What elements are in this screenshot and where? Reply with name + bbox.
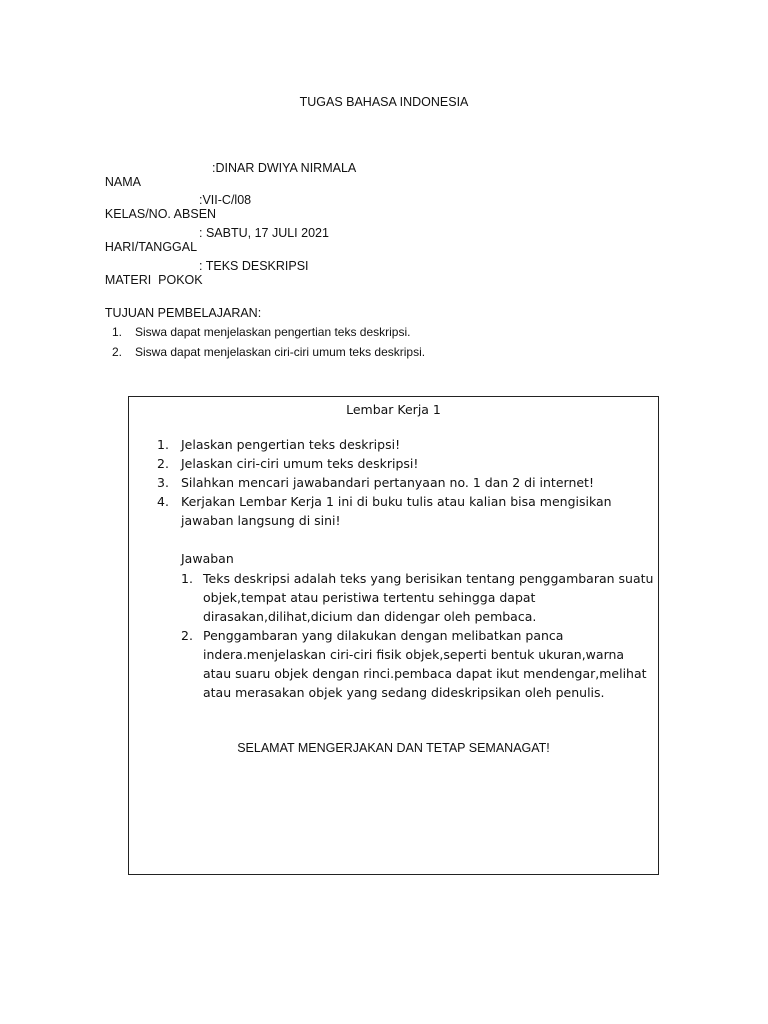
worksheet-title: Lembar Kerja 1 (346, 402, 441, 417)
field-label: KELAS/NO. ABSEN (104, 207, 217, 221)
field-value: :DINAR DWIYA NIRMALA (212, 161, 357, 175)
list-item (157, 492, 652, 530)
field-label: TUJUAN PEMBELAJARAN: (104, 306, 262, 320)
list-text: Jelaskan pengertian teks deskripsi! (181, 437, 401, 452)
list-number: 1. (157, 437, 169, 452)
list-item (181, 626, 656, 702)
list-text: Siswa dapat menjelaskan pengertian teks deskripsi. (135, 325, 411, 339)
list-number: 3. (157, 475, 169, 490)
list-text: Jelaskan ciri-ciri umum teks deskripsi! (181, 456, 419, 471)
list-item (157, 454, 652, 473)
closing-message: SELAMAT MENGERJAKAN DAN TETAP SEMANAGAT! (237, 741, 550, 755)
field-value: : SABTU, 17 JULI 2021 (199, 226, 329, 240)
list-item (181, 569, 656, 626)
field-label: MATERI POKOK (104, 273, 203, 287)
list-number: 2. (181, 628, 193, 643)
list-number: 1. (112, 325, 123, 339)
answers-section (181, 549, 656, 702)
list-text: Silahkan mencari jawabandari pertanyaan no. 1 dan 2 di internet! (181, 475, 594, 490)
worksheet-box (128, 396, 659, 875)
answers-label: Jawaban (181, 551, 234, 566)
field-value: :VII-C/l08 (199, 193, 252, 207)
field-value: : TEKS DESKRIPSI (199, 259, 309, 273)
field-label: NAMA (104, 175, 142, 189)
list-number: 4. (157, 494, 169, 509)
list-number: 2. (157, 456, 169, 471)
list-item (157, 473, 652, 492)
list-text: Kerjakan Lembar Kerja 1 ini di buku tulis atau kalian bisa mengisikan jawaban langsung di sini! (181, 494, 612, 528)
list-item (157, 435, 652, 454)
question-list (157, 435, 652, 530)
list-text: Siswa dapat menjelaskan ciri-ciri umum teks deskripsi. (135, 345, 426, 359)
list-number: 1. (181, 571, 193, 586)
list-text: Penggambaran yang dilakukan dengan melibatkan panca indera.menjelaskan ciri-ciri fisik objek,seperti bentuk ukuran,warna atau suaru objek dengan rinci.pembaca dapat ikut mendengar,melihat atau merasakan objek yang sedang dideskripsikan oleh penulis. (203, 628, 647, 700)
document-title: TUGAS BAHASA INDONESIA (299, 95, 469, 109)
list-text: Teks deskripsi adalah teks yang berisikan tentang penggambaran suatu objek,tempat atau peristiwa tertentu sehingga dapat dirasakan,dilihat,dicium dan didengar oleh pembaca. (203, 571, 654, 624)
list-number: 2. (112, 345, 123, 359)
field-label: HARI/TANGGAL (104, 240, 198, 254)
